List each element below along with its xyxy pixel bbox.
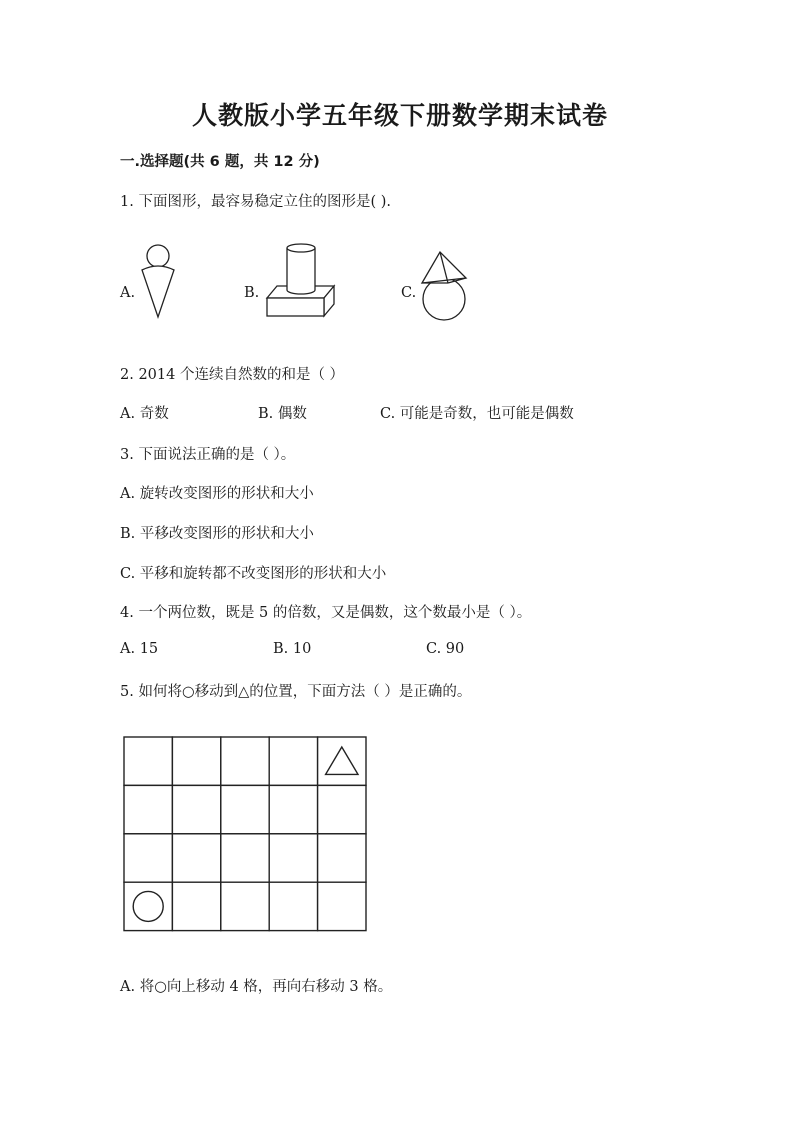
q4-option-a: A. 15 xyxy=(120,641,159,657)
q2-option-b: B. 偶数 xyxy=(258,406,307,422)
grid-cell xyxy=(172,737,220,785)
grid-cell xyxy=(269,834,317,882)
movement-grid xyxy=(123,736,367,930)
grid-cell xyxy=(172,834,220,882)
grid-cell xyxy=(221,834,269,882)
q4-option-b: B. 10 xyxy=(273,641,312,657)
grid-cell xyxy=(221,882,269,930)
page-title: 人教版小学五年级下册数学期末试卷 xyxy=(191,101,608,130)
grid-cell xyxy=(124,882,172,930)
q5-option-a: A. 将○向上移动 4 格，再向右移动 3 格。 xyxy=(120,979,393,995)
section-heading: 一.选择题(共 6 题，共 12 分) xyxy=(120,154,320,170)
q1-option-b-label: B. xyxy=(244,285,260,301)
grid-cell xyxy=(221,785,269,833)
grid-cell xyxy=(269,785,317,833)
grid-cell xyxy=(269,882,317,930)
grid-cell xyxy=(318,737,366,785)
question-4-stem: 4. 一个两位数，既是 5 的倍数，又是偶数，这个数最小是（ ）。 xyxy=(120,605,532,621)
grid-cell xyxy=(318,785,366,833)
question-1-stem: 1. 下面图形，最容易稳定立住的图形是( ). xyxy=(120,194,391,210)
question-5-stem: 5. 如何将○移动到△的位置，下面方法（ ）是正确的。 xyxy=(120,684,472,700)
grid-cell xyxy=(269,737,317,785)
q4-option-c: C. 90 xyxy=(426,641,465,657)
grid-cell xyxy=(172,785,220,833)
q3-option-c: C. 平移和旋转都不改变图形的形状和大小 xyxy=(120,566,387,582)
grid-cell xyxy=(124,785,172,833)
grid-cell xyxy=(172,882,220,930)
q3-option-a: A. 旋转改变图形的形状和大小 xyxy=(120,486,314,502)
question-3-stem: 3. 下面说法正确的是（ ）。 xyxy=(120,447,296,463)
grid-cell xyxy=(318,882,366,930)
q2-option-a: A. 奇数 xyxy=(120,406,169,422)
grid-cell xyxy=(124,737,172,785)
grid-cell xyxy=(221,737,269,785)
q3-option-b: B. 平移改变图形的形状和大小 xyxy=(120,526,314,542)
grid-cell xyxy=(124,834,172,882)
grid-cell xyxy=(318,834,366,882)
q2-option-c: C. 可能是奇数，也可能是偶数 xyxy=(380,406,574,422)
tetrahedron-on-ball-figure xyxy=(418,246,468,322)
ice-cream-cone-figure xyxy=(138,242,182,322)
q1-option-a-label: A. xyxy=(120,285,136,301)
question-2-stem: 2. 2014 个连续自然数的和是（ ） xyxy=(120,367,345,383)
q1-option-c-label: C. xyxy=(401,285,417,301)
cylinder-on-box-figure xyxy=(264,240,336,320)
